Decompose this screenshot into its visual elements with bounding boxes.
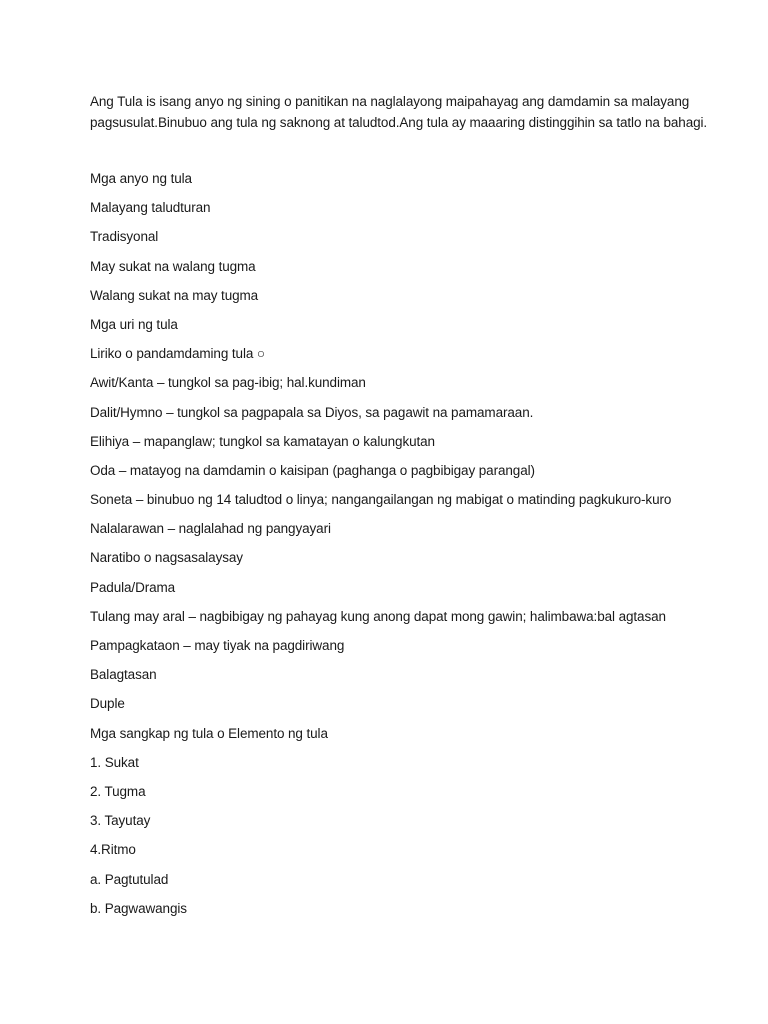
- text-line: Naratibo o nagsasalaysay: [90, 550, 243, 566]
- text-line: Mga anyo ng tula: [90, 171, 192, 186]
- text-line: Elihiya – mapanglaw; tungkol sa kamatayan o kalungkutan: [90, 433, 435, 449]
- text-line: May sukat na walang tugma: [90, 258, 256, 274]
- document-page: [90, 91, 730, 930]
- text-line: Soneta – binubuo ng 14 taludtod o linya; nangangailangan ng mabigat o matinding pagkukuro-kuro: [90, 492, 672, 508]
- text-line: Mga uri ng tula: [90, 316, 178, 332]
- line-list: [90, 171, 730, 930]
- text-line: 2. Tugma: [90, 783, 146, 799]
- text-line: Tulang may aral – nagbibigay ng pahayag kung anong dapat mong gawin; halimbawa:bal agtasan: [90, 608, 666, 624]
- text-line: a. Pagtutulad: [90, 871, 169, 887]
- text-line: Balagtasan: [90, 667, 157, 683]
- text-line: Pampagkataon – may tiyak na pagdiriwang: [90, 638, 345, 653]
- text-line: 1. Sukat: [90, 754, 139, 770]
- text-line: 4.Ritmo: [90, 842, 136, 858]
- text-line: Liriko o pandamdaming tula ○: [90, 346, 265, 362]
- text-line: Walang sukat na may tugma: [90, 287, 259, 303]
- text-line: Tradisyonal: [90, 229, 159, 245]
- text-line: Nalalarawan – naglalahad ng pangyayari: [90, 521, 331, 537]
- text-line: 3. Tayutay: [90, 813, 151, 829]
- intro-paragraph: Ang Tula is isang anyo ng sining o panitikan na naglalayong maipahayag ang damdamin sa malayang pagsusulat.Binubuo ang tula ng saknong at taludtod.Ang tula ay maaaring distinggihin sa tatlo na bahagi.: [90, 94, 708, 130]
- text-line: Dalit/Hymno – tungkol sa pagpapala sa Diyos, sa pagawit na pamamaraan.: [90, 404, 534, 420]
- text-line: Padula/Drama: [90, 579, 176, 595]
- text-line: Awit/Kanta – tungkol sa pag-ibig; hal.kundiman: [90, 375, 366, 391]
- text-line: Malayang taludturan: [90, 200, 211, 216]
- text-line: Oda – matayog na damdamin o kaisipan (paghanga o pagbibigay parangal): [90, 462, 535, 478]
- text-line: b. Pagwawangis: [90, 900, 187, 916]
- text-line: Duple: [90, 696, 125, 712]
- text-line: Mga sangkap ng tula o Elemento ng tula: [90, 725, 328, 741]
